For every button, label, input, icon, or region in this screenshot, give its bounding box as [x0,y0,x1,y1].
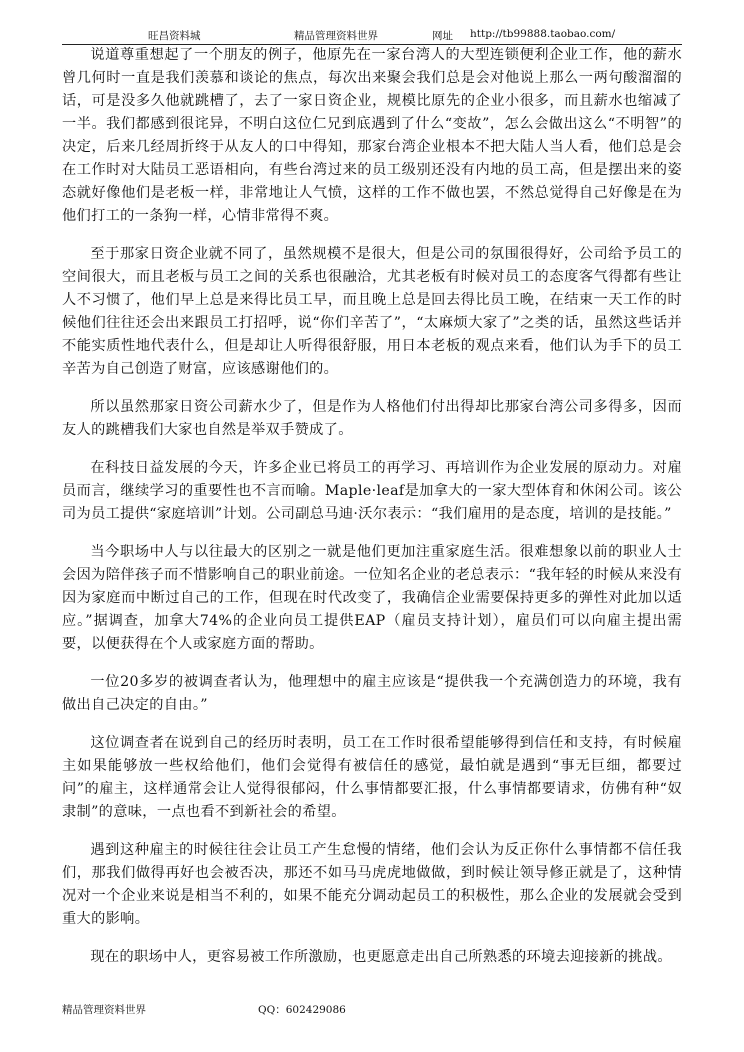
header-url-label: 网址 [432,30,453,42]
header-store-name: 旺昌资料城 [148,30,201,42]
page-header [62,26,682,45]
footer-site-name: 精品管理资料世界 [62,1004,146,1016]
paragraph: 所以虽然那家日资公司薪水少了，但是作为人格他们付出得却比那家台湾公司多得多，因而友人的跳槽我们大家也自然是举双手赞成了。 [62,399,682,438]
paragraph: 这位调查者在说到自己的经历时表明，员工在工作时很希望能够得到信任和支持，有时候雇主如果能够放一些权给他们，他们会觉得有被信任的感觉，最怕就是遇到“事无巨细，都要过问”的雇主，这样通常会让人觉得很郁闷，什么事情都要汇报，什么事情都要请求，仿佛有种“奴隶制”的意味，一点也看不到新社会的希望。 [62,735,682,820]
paragraph: 一位20多岁的被调查者认为，他理想中的雇主应该是“提供我一个充满创造力的环境，我有做出自己决定的自由。” [62,674,682,713]
paragraph: 说道尊重想起了一个朋友的例子，他原先在一家台湾人的大型连锁便利企业工作，他的薪水曾几何时一直是我们羡慕和谈论的焦点，每次出来聚会我们总是会对他说上那么一两句酸溜溜的话，可是没多久他就跳槽了，去了一家日资企业，规模比原先的企业小很多，而且薪水也缩减了一半。我们都感到很诧异，不明白这位仁兄到底遇到了什么“变故”，怎么会做出这么“不明智”的决定，后来几经周折终于从友人的口中得知，那家台湾企业根本不把大陆人当人看，他们总是会在工作时对大陆员工恶语相向，有些台湾过来的员工级别还没有内地的员工高，但是摆出来的姿态就好像他们是老板一样，非常地让人气愤，这样的工作不做也罢，不然总觉得自己好像是在为他们打工的一条狗一样，心情非常得不爽。 [62,47,682,224]
footer-qq: QQ：602429086 [258,1004,346,1016]
header-site-name: 精品管理资料世界 [294,30,378,42]
paragraph: 至于那家日资企业就不同了，虽然规模不是很大，但是公司的氛围很得好，公司给予员工的空间很大，而且老板与员工之间的关系也很融洽，尤其老板有时候对员工的态度客气得都有些让人不习惯了，他们早上总是来得比员工早，而且晚上总是回去得比员工晚，在结束一天工作的时候他们往往还会出来跟员工打招呼，说“你们辛苦了”，“太麻烦大家了”之类的话，虽然这些话并不能实质性地代表什么，但是却让人听得很舒服，用日本老板的观点来看，他们认为手下的员工辛苦为自己创造了财富，应该感谢他们的。 [62,246,682,377]
document-body [62,44,682,984]
paragraph: 现在的职场中人，更容易被工作所激励，也更愿意走出自己所熟悉的环境去迎接新的挑战。 [90,949,672,965]
paragraph: 当今职场中人与以往最大的区别之一就是他们更加注重家庭生活。很难想象以前的职业人士会因为陪伴孩子而不惜影响自己的职业前途。一位知名企业的老总表示：“我年轻的时候从来没有因为家庭而中断过自己的工作，但现在时代改变了，我确信企业需要保持更多的弹性对此加以适应。”据调查，加拿大74%的企业向员工提供EAP（雇员支持计划），雇员们可以向雇主提出需要，以便获得在个人或家庭方面的帮助。 [62,544,682,652]
page-footer [62,1002,682,1020]
header-url[interactable]: http://tb99888.taobao.com/ [470,28,616,40]
paragraph: 在科技日益发展的今天，许多企业已将员工的再学习、再培训作为企业发展的原动力。对雇员而言，继续学习的重要性也不言而喻。Maple·leaf是加拿大的一家大型体育和休闲公司。该公司为员工提供“家庭培训”计划。公司副总马迪·沃尔表示：“我们雇用的是态度，培训的是技能。” [62,460,682,522]
paragraph: 遇到这种雇主的时候往往会让员工产生怠慢的情绪，他们会认为反正你什么事情都不信任我们，那我们做得再好也会被否决，那还不如马马虎虎地做做，到时候让领导修正就是了，这种情况对一个企业来说是相当不利的，如果不能充分调动起员工的积极性，那么企业的发展就会受到重大的影响。 [62,842,682,927]
